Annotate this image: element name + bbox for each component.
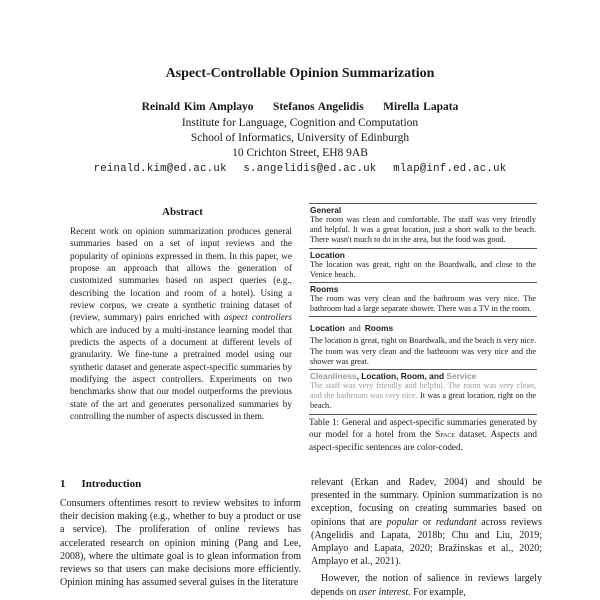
abstract-text: which are induced by a multi-instance learning model that predicts the aspects of a document at different levels of granularity. We fine-tune a pretrained model using our synthetic dataset and generate aspect-specific summaries by modifying the aspect controllers. Experiments on two benchmarks show that our model outperforms the previous state of the art and generates personalized summaries by controlling the number of aspects discussed in them. [70, 325, 292, 423]
author-list [0, 101, 600, 113]
text-run: However, the notion of salience in reviews largely depends on [311, 573, 542, 598]
aspect-name: Room [400, 371, 425, 382]
aspect-label [310, 371, 536, 381]
section-number: 1 [60, 478, 66, 490]
aspect-join: and [348, 324, 361, 334]
faded-sentence: The staff was very friendly and helpful. The room was very clean, and the bathroom was very nice. [310, 381, 536, 401]
right-column-text [311, 476, 542, 599]
aspect-name: Service [446, 371, 477, 382]
paper-title: Aspect-Controllable Opinion Summarization [165, 66, 435, 81]
abstract-italic-term: aspect controllers [224, 313, 292, 324]
text-run: . For example, [408, 586, 466, 598]
abstract-heading: Abstract [162, 206, 203, 218]
italic-term: user interest [358, 586, 409, 598]
highlighted-sentence: It was a great location, right on the beach. [310, 391, 536, 411]
intro-paragraph: Consumers oftentimes resort to review websites to inform their decision making (e.g., whether to buy a product or use a service). The proliferation of online reviews has accelerated research on opinion mining (Pang and Lee, 2008), where the ultimate goal is to glean information from reviews so that users can make decisions more efficiently. Opinion mining has assumed several guises in the literature [60, 498, 301, 589]
aspect-name: Rooms [364, 323, 394, 334]
aspect-name: Location [361, 371, 397, 382]
author-name: Reinald Kim Amplayo [141, 101, 254, 113]
table-row [309, 249, 537, 283]
aspect-label: Rooms [310, 284, 339, 295]
summary-text [310, 381, 536, 412]
italic-term: popular [386, 516, 419, 528]
aspect-label: Location [310, 249, 345, 260]
dataset-name: Space [435, 429, 456, 440]
author-name: Stefanos Angelidis [272, 101, 364, 113]
aspect-sep: , [396, 371, 401, 382]
author-name: Mirella Lapata [383, 101, 459, 113]
caption-text: Table 1: General and aspect-specific summaries generated by our model for a hotel from the [309, 417, 537, 440]
text-run: relevant (Erkan and Radev, 2004) and should be presented in the summary. Opinion summarization is no exception, focusing on creating summaries based on opinions that are [311, 477, 542, 528]
abstract-body [70, 226, 292, 424]
section-title: Introduction [81, 478, 142, 490]
aspect-label: General [310, 205, 342, 215]
email-address: reinald.kim@ed.ac.uk [93, 163, 227, 175]
summary-text: The room was clean and comfortable. The staff was very friendly and helpful. It was a great location, just a short walk to the beach. There wasn't much to do in the area, but the food was good. [310, 215, 536, 245]
aspect-name: Cleanliness [310, 371, 357, 382]
aspect-sep: , and [424, 371, 447, 382]
affiliation-line: 10 Crichton Street, EH8 9AB [232, 147, 368, 159]
table-row [309, 317, 537, 370]
aspect-label [310, 318, 536, 336]
table-row [309, 370, 537, 415]
summary-table [309, 203, 537, 415]
summary-text: The location is great, right on Boardwalk, and the beach is very nice. The room was very clean and the bathroom was very nice and the shower was great. [310, 336, 536, 366]
table-row [309, 203, 537, 249]
aspect-sep: , [356, 371, 362, 382]
paragraph [311, 476, 542, 568]
summary-text: The location was great, right on the Boardwalk, and close to the Venice beach. [310, 259, 536, 279]
text-run: or [422, 516, 432, 528]
summary-text: The room was very clean and the bathroom was very nice. The bathroom had a large separate shower. There was a TV in the room. [310, 294, 536, 314]
paragraph [311, 572, 542, 598]
table-row [309, 283, 537, 317]
abstract-text: Recent work on opinion summarization produces general summaries based on a set of input reviews and the popularity of opinions expressed in them. In this paper, we propose an approach that allows the generation of customized summaries based on aspect queries (e.g., describing the location and room of a hotel). Using a review corpus, we create a synthetic training dataset of (review, summary) pairs enriched with [70, 227, 292, 324]
email-address: s.angelidis@ed.ac.uk [243, 163, 377, 175]
email-list [0, 163, 600, 175]
table-caption [309, 416, 537, 453]
section-heading [60, 478, 141, 490]
affiliation-line: School of Informatics, University of Edinburgh [190, 132, 410, 144]
affiliation-line: Institute for Language, Cognition and Computation [181, 117, 419, 129]
caption-text: dataset. Aspects and aspect-specific sentences are color-coded. [309, 429, 538, 452]
italic-term: redundant [435, 516, 477, 528]
email-address: mlap@inf.ed.ac.uk [393, 163, 507, 175]
text-run: across reviews (Angelidis and Lapata, 2018b; Chu and Liu, 2019; Amplayo and Lapata, 2020; Bražinskas et al., 2020; Amplayo et al., 2021). [311, 516, 542, 568]
aspect-name: Location [310, 323, 345, 334]
